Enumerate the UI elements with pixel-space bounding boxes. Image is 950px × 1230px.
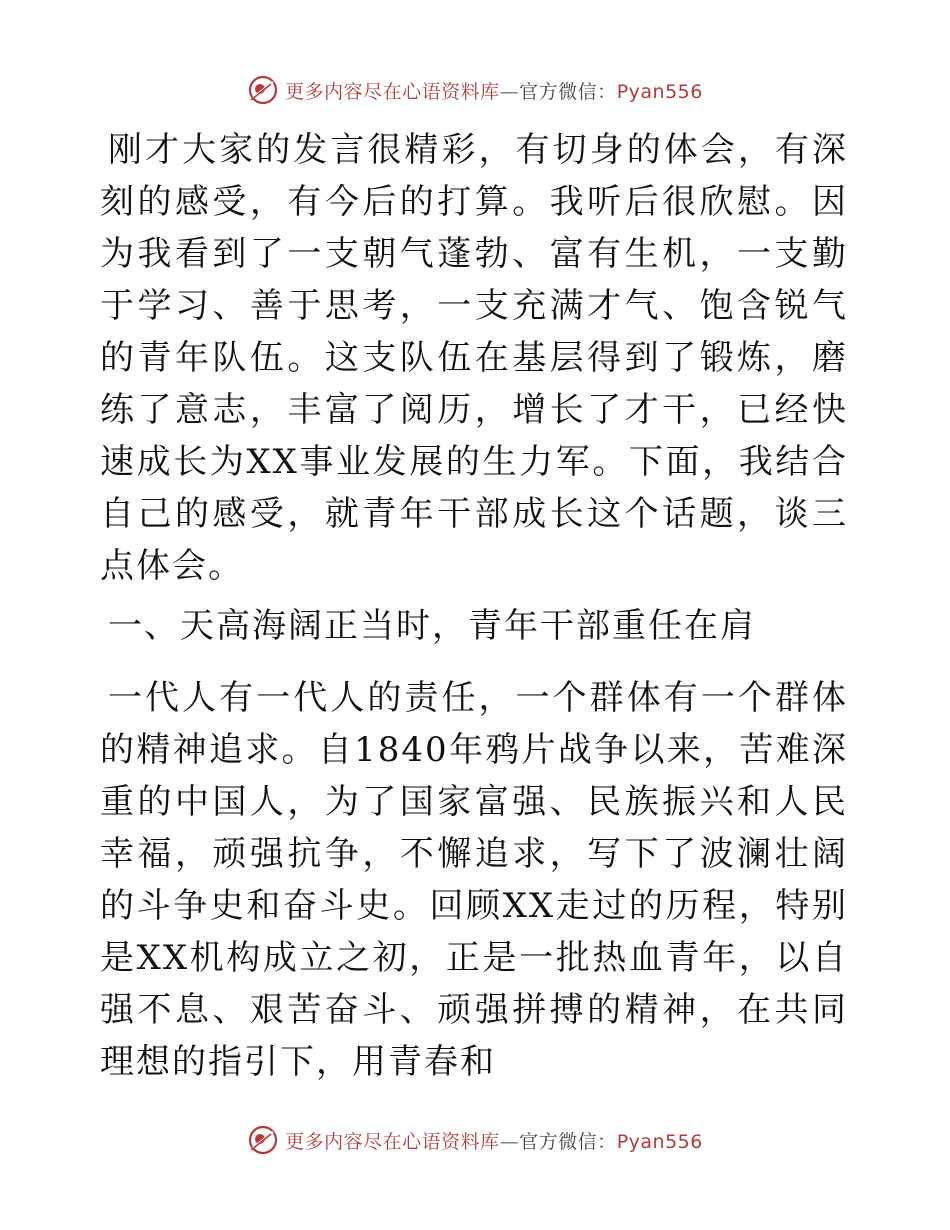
- banner-main-text: 更多内容尽在心语资料库: [285, 1130, 500, 1153]
- document-body: [100, 124, 848, 1088]
- banner-wechat-label: 官方微信：: [519, 1130, 617, 1153]
- logo-icon: [247, 74, 279, 106]
- paragraph-intro: 刚才大家的发言很精彩，有切身的体会，有深刻的感受，有今后的打算。我听后很欣慰。因为我看到了一支朝气蓬勃、富有生机，一支勤于学习、善于思考，一支充满才气、饱含锐气的青年队伍。这支队伍在基层得到了锻炼，磨练了意志，丰富了阅历，增长了才干，已经快速成长为XX事业发展的生力军。下面，我结合自己的感受，就青年干部成长这个话题，谈三点体会。: [100, 130, 848, 586]
- banner-wechat-label: 官方微信：: [519, 80, 617, 103]
- banner-main-text: 更多内容尽在心语资料库: [285, 80, 500, 103]
- section-heading: 一、天高海阔正当时，青年干部重任在肩: [108, 606, 756, 646]
- paragraph-section-one: 一代人有一代人的责任，一个群体有一个群体的精神追求。自1840年鸦片战争以来，苦难深重的中国人，为了国家富强、民族振兴和人民幸福，顽强抗争，不懈追求，写下了波澜壮阔的斗争史和奋斗史。回顾XX走过的历程，特别是XX机构成立之初，正是一批热血青年，以自强不息、艰苦奋斗、顽强拼搏的精神，在共同理想的指引下，用青春和: [100, 678, 848, 1082]
- banner-text: [285, 77, 703, 104]
- banner-wechat-id: Pyan556: [616, 80, 703, 103]
- banner-wechat-id: Pyan556: [616, 1130, 703, 1153]
- header-banner: [0, 70, 950, 110]
- banner-text: [285, 1127, 703, 1154]
- banner-separator: —: [499, 1130, 520, 1153]
- footer-banner: [0, 1120, 950, 1160]
- banner-separator: —: [499, 80, 520, 103]
- logo-icon: [247, 1124, 279, 1156]
